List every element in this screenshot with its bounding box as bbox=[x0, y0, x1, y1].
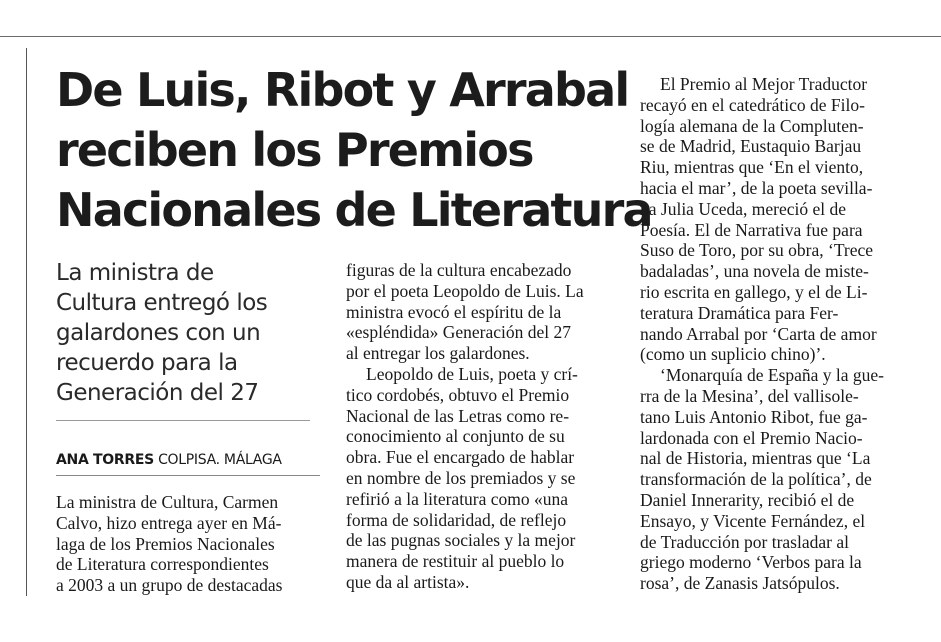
text-line: rio escrita en gallego, y el de Li- bbox=[640, 281, 868, 302]
text-line: logía alemana de la Compluten- bbox=[640, 115, 864, 136]
text-line: forma de solidaridad, de reflejo bbox=[346, 509, 567, 530]
text-line: La ministra de Cultura, Carmen bbox=[56, 492, 279, 512]
body-column-2 bbox=[346, 260, 620, 593]
text-line: transformación de la política’, de bbox=[640, 469, 872, 490]
text-line: que da al artista». bbox=[346, 571, 470, 592]
text-line: griego moderno ‘Verbos para la bbox=[640, 552, 862, 573]
text-line: de Traducción por trasladar al bbox=[640, 531, 849, 552]
text-line: en nombre de los premiados y se bbox=[346, 467, 576, 488]
text-line: rra de la Mesina’, del vallisole- bbox=[640, 385, 859, 406]
text-line: Suso de Toro, por su obra, ‘Trece bbox=[640, 240, 874, 261]
byline-source: COLPISA. MÁLAGA bbox=[158, 452, 282, 468]
deck-line: galardones con un bbox=[56, 320, 261, 346]
left-column-rule bbox=[26, 48, 27, 596]
text-line: na Julia Uceda, mereció el de bbox=[640, 198, 847, 219]
text-line: laga de los Premios Nacionales bbox=[56, 533, 275, 554]
text-line: a 2003 a un grupo de destacadas bbox=[56, 575, 283, 596]
text-line: El Premio al Mejor Traductor bbox=[660, 74, 868, 94]
text-line: Leopoldo de Luis, poeta y crí- bbox=[366, 363, 578, 384]
text-line: teratura Dramática para Fer- bbox=[640, 302, 839, 323]
text-line: (como un suplicio chino)’. bbox=[640, 344, 826, 365]
headline-line: Nacionales de Literatura bbox=[56, 183, 652, 237]
byline-rule bbox=[56, 475, 320, 476]
text-line: tano Luis Antonio Ribot, fue ga- bbox=[640, 406, 868, 427]
headline-line: reciben los Premios bbox=[56, 123, 533, 177]
text-line: manera de restituir al pueblo lo bbox=[346, 551, 565, 572]
text-line: conocimiento al conjunto de su bbox=[346, 426, 565, 447]
text-line: Poesía. El de Narrativa fue para bbox=[640, 219, 863, 240]
text-line: recayó en el catedrático de Filo- bbox=[640, 94, 865, 115]
text-line: nal de Historia, mientras que ‘La bbox=[640, 448, 871, 469]
byline-author: ANA TORRES bbox=[56, 452, 154, 468]
headline bbox=[56, 60, 652, 240]
headline-line: De Luis, Ribot y Arrabal bbox=[56, 63, 629, 117]
text-line: «espléndida» Generación del 27 bbox=[346, 322, 571, 343]
deck-line: recuerdo para la bbox=[56, 350, 238, 376]
text-line: obra. Fue el encargado de hablar bbox=[346, 447, 575, 468]
text-line: hacia el mar’, de la poeta sevilla- bbox=[640, 177, 873, 198]
text-line: Daniel Innerarity, recibió el de bbox=[640, 489, 855, 510]
byline bbox=[56, 452, 282, 468]
text-line: refirió a la literatura como «una bbox=[346, 488, 569, 509]
text-line: ‘Monarquía de España y la gue- bbox=[660, 365, 885, 386]
text-line: por el poeta Leopoldo de Luis. La bbox=[346, 280, 584, 301]
deck-subtitle bbox=[56, 258, 316, 408]
text-line: Riu, mientras que ‘En el viento, bbox=[640, 157, 864, 178]
text-line: Nacional de las Letras como re- bbox=[346, 405, 570, 426]
text-line: al entregar los galardones. bbox=[346, 343, 530, 364]
text-line: Ensayo, y Vicente Fernández, el bbox=[640, 510, 866, 531]
text-line: de las pugnas sociales y la mejor bbox=[346, 530, 576, 551]
deck-line: Generación del 27 bbox=[56, 380, 259, 406]
text-line: badaladas’, una novela de miste- bbox=[640, 261, 869, 282]
deck-rule bbox=[56, 420, 310, 421]
body-column-1 bbox=[56, 492, 324, 596]
text-line: Calvo, hizo entrega ayer en Má- bbox=[56, 512, 282, 533]
text-line: tico cordobés, obtuvo el Premio bbox=[346, 384, 570, 405]
text-line: nando Arrabal por ‘Carta de amor bbox=[640, 323, 877, 344]
text-line: lardonada con el Premio Nacio- bbox=[640, 427, 863, 448]
text-line: rosa’, de Zanasis Jatsópulos. bbox=[640, 573, 840, 594]
text-line: ministra evocó el espíritu de la bbox=[346, 301, 562, 322]
text-line: figuras de la cultura encabezado bbox=[346, 260, 572, 280]
deck-line: Cultura entregó los bbox=[56, 290, 268, 316]
body-column-3 bbox=[640, 74, 908, 594]
top-rule bbox=[0, 36, 941, 37]
deck-line: La ministra de bbox=[56, 260, 214, 286]
text-line: se de Madrid, Eustaquio Barjau bbox=[640, 136, 862, 157]
text-line: de Literatura correspondientes bbox=[56, 554, 269, 575]
